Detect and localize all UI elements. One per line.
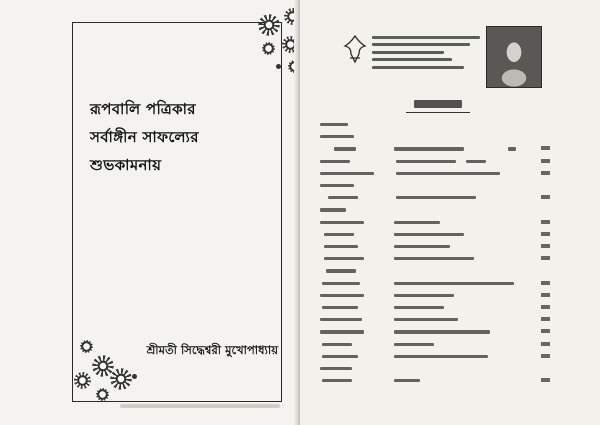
toc-row <box>320 315 550 325</box>
toc-row <box>320 218 550 228</box>
toc-page-number <box>541 159 550 163</box>
toc-row <box>320 157 550 167</box>
toc-row <box>320 303 550 313</box>
greeting-line: সর্বাঙ্গীন সাফল্যের <box>90 128 199 146</box>
flower-ornament-icon <box>110 368 132 390</box>
toc-heading-rule <box>406 112 470 113</box>
toc-row <box>320 364 550 374</box>
toc-row <box>320 254 550 264</box>
toc-page-number <box>541 256 550 260</box>
flower-ornament-icon <box>74 372 91 389</box>
toc-page-number <box>541 232 550 236</box>
toc-row <box>320 230 550 240</box>
toc-row <box>320 242 550 252</box>
toc-page-number <box>541 317 550 321</box>
toc-page-number <box>541 146 550 150</box>
toc-page-number <box>541 354 550 358</box>
toc-page-number <box>541 281 550 285</box>
scan-smudge <box>120 404 280 408</box>
toc-row <box>320 120 550 130</box>
dot-ornament <box>276 64 281 69</box>
portrait-photo <box>486 26 542 88</box>
toc-row <box>320 291 550 301</box>
toc-row <box>320 193 550 203</box>
toc-row <box>320 279 550 289</box>
toc-heading <box>414 100 462 108</box>
toc-page-number <box>541 220 550 224</box>
toc-row <box>320 169 550 179</box>
toc-row <box>320 181 550 191</box>
flower-ornament-icon <box>96 388 109 401</box>
toc-row <box>320 144 550 154</box>
toc-page-number <box>541 171 550 175</box>
greeting-line: শুভকামনায় <box>90 156 162 174</box>
toc-page-number <box>541 293 550 297</box>
toc-row <box>320 205 550 215</box>
emblem-icon <box>342 34 368 64</box>
publication-header <box>372 36 482 73</box>
toc-page-number <box>541 342 550 346</box>
flower-ornament-icon <box>258 14 280 36</box>
toc-row <box>320 327 550 337</box>
toc-page-number <box>541 329 550 333</box>
toc-row <box>320 352 550 362</box>
toc-page-number <box>541 378 550 382</box>
toc-page-number <box>541 244 550 248</box>
toc-row <box>320 376 550 386</box>
flower-ornament-icon <box>80 340 93 353</box>
toc-row <box>320 266 550 276</box>
dot-ornament <box>132 374 137 379</box>
toc-row <box>320 340 550 350</box>
greeting-line: রূপবালি পত্রিকার <box>90 100 196 118</box>
signature: শ্রীমতী সিদ্ধেশ্বরী মুখোপাধ্যায় <box>146 343 278 357</box>
toc-page-number <box>541 305 550 309</box>
toc-page-number <box>541 195 550 199</box>
toc-row <box>320 132 550 142</box>
flower-ornament-icon <box>262 42 275 55</box>
